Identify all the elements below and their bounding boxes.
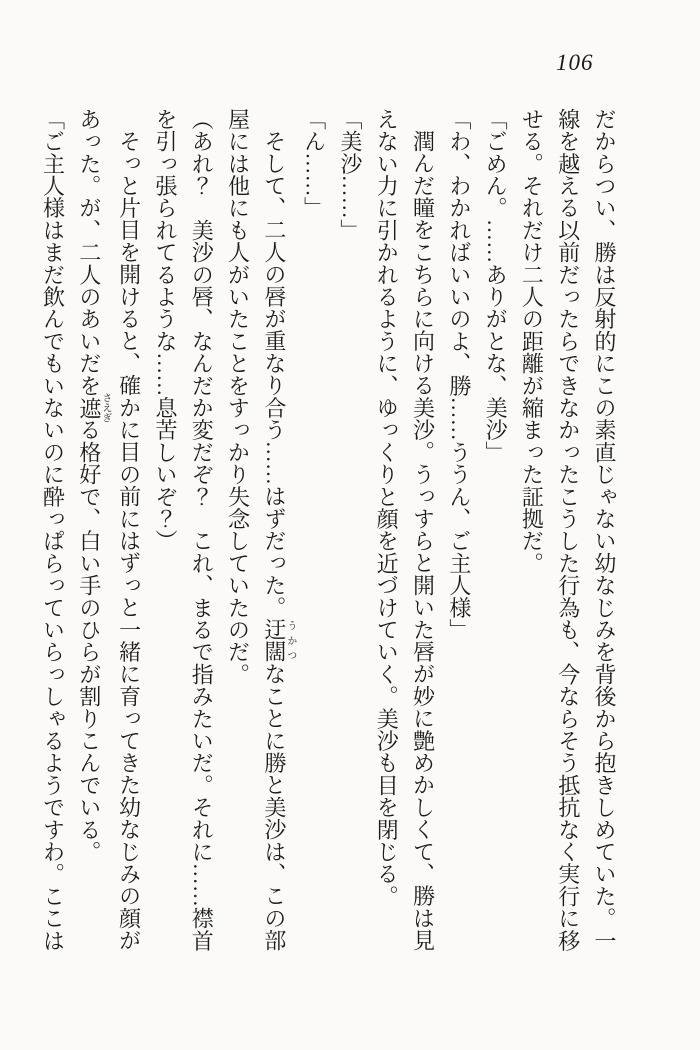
furigana-ruby: 迂闊うかつ [261,618,296,663]
text-line: 「美沙……」 [337,108,363,242]
text-line: あった。が、二人のあいだを遮さえぎる格好で、白い手のひらが割りこんでいる。 [76,108,111,863]
text-line: 潤んだ瞳をこちらに向ける美沙。うっすらと開いた唇が妙に艶めかしくて、勝は見 [410,130,436,952]
text-line: 屋には他にも人がいたことをすっかり失念していたのだ。 [225,108,251,686]
vertical-text-block [34,108,622,956]
text-line: そして、二人の唇が重なり合う……はずだった。迂闊うかつなことに勝と美沙は、この部 [261,130,296,952]
text-line: 「ご主人様はまだ飲んでもいないのに酔っぱらっていらっしゃるようですわ。ここは [40,108,66,952]
furigana-ruby: 遮さえぎ [76,392,111,423]
text-line: だからつい、勝は反射的にこの素直じゃない幼なじみを背後から抱きしめていた。一 [592,108,617,952]
text-line: を引っ張られてるような……息苦しいぞ？） [152,108,178,552]
page-number: 106 [556,50,594,75]
text-line: 線を越える以前だったらできなかったこうした行為も、今ならそう抵抗なく実行に移 [555,108,581,952]
text-line: せる。それだけ二人の距離が縮まった証拠だ。 [519,108,545,575]
text-line: そっと片目を開けると、確かに目の前にはずっと一緒に育ってきた幼なじみの顔が [116,130,142,952]
text-line: えない力に引かれるように、ゆっくりと顔を近づけていく。美沙も目を閉じる。 [374,108,400,908]
text-line: 「ん……」 [301,108,327,219]
text-line: 「ごめん。……ありがとな、美沙」 [483,108,509,464]
text-line: 「わ、わかればいいのよ、勝……ううん、ご主人様」 [446,108,472,641]
text-line: （あれ？ 美沙の唇、なんだか変だぞ？ これ、まるで指みたいだ。それに……襟首 [189,108,215,952]
